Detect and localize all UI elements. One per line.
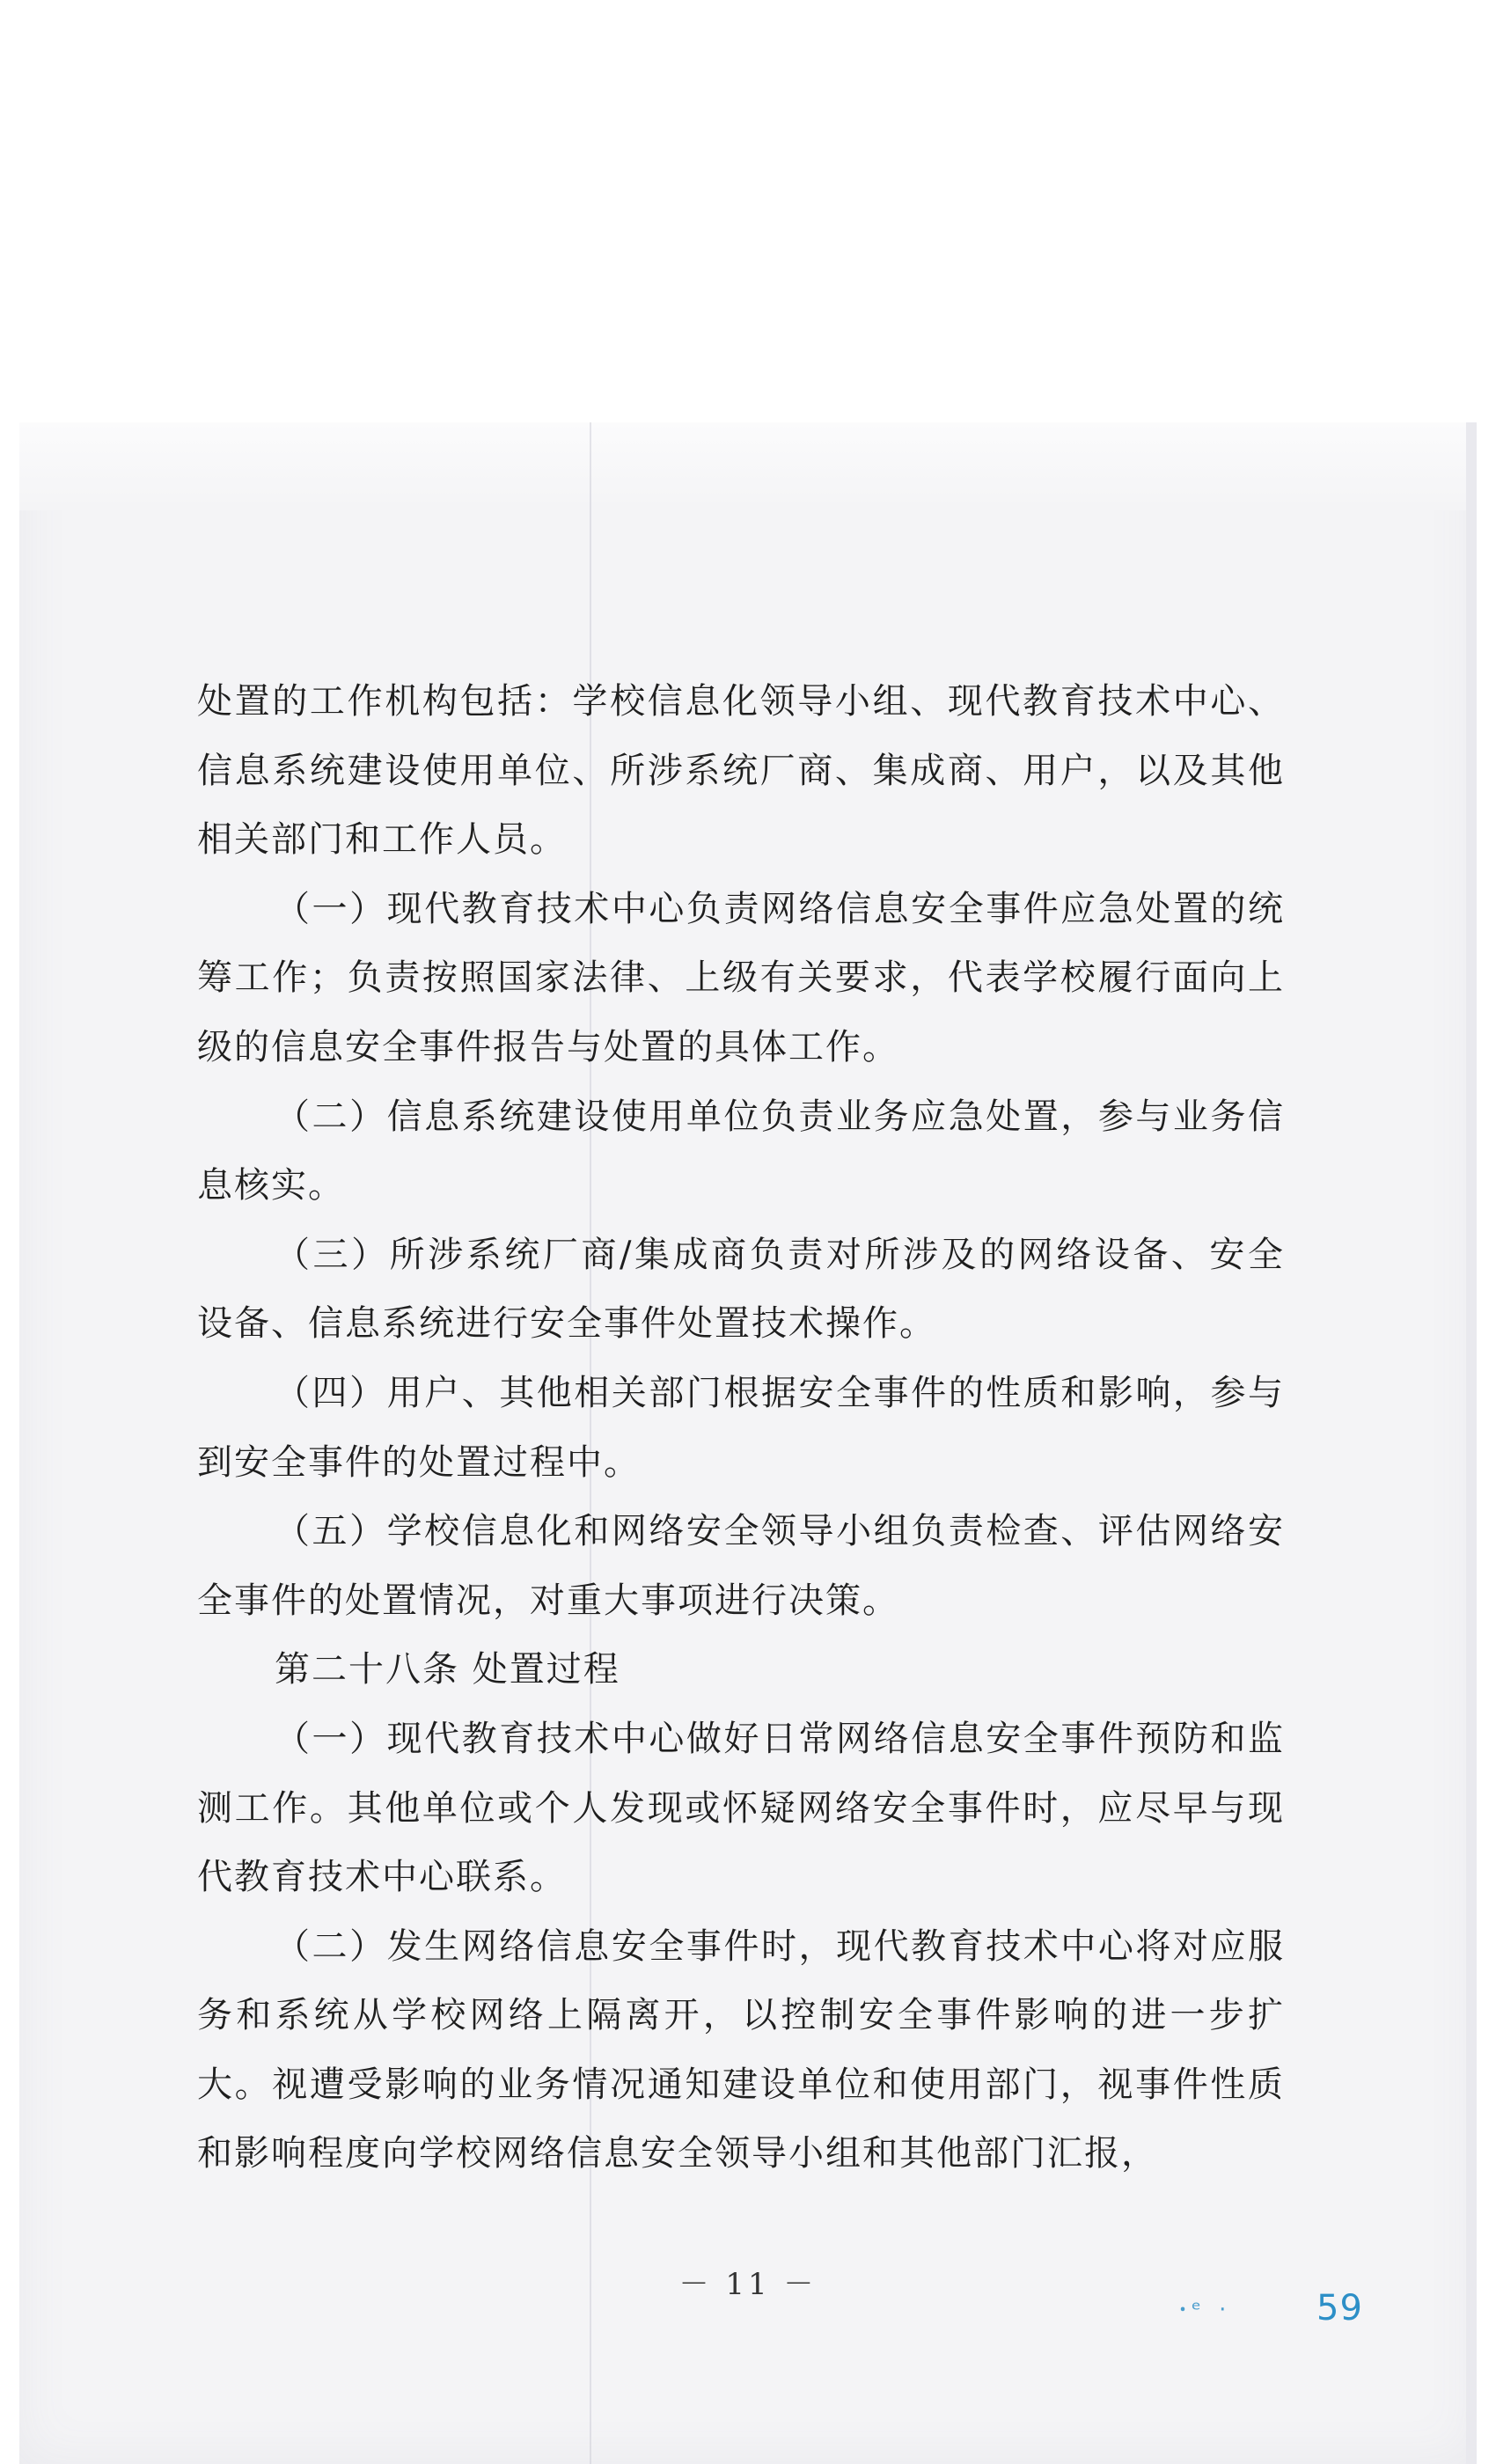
document-body — [197, 667, 1285, 2189]
paragraph-5: （五）学校信息化和网络安全领导小组负责检查、评估网络安全事件的处置情况，对重大事项进行决策。 — [197, 1511, 1285, 1621]
paragraph-1: （一）现代教育技术中心负责网络信息安全事件应急处置的统筹工作；负责按照国家法律、上级有关要求，代表学校履行面向上级的信息安全事件报告与处置的具体工作。 — [197, 888, 1285, 1067]
paragraph-2: （二）信息系统建设使用单位负责业务应急处置，参与业务信息核实。 — [197, 1096, 1285, 1206]
stamp-number: 59 — [1316, 2288, 1363, 2328]
article-heading: 第二十八条 处置过程 — [275, 1649, 620, 1690]
paragraph-4: （四）用户、其他相关部门根据安全事件的性质和影响，参与到安全事件的处置过程中。 — [197, 1372, 1285, 1483]
paragraph-7: （一）现代教育技术中心做好日常网络信息安全事件预防和监测工作。其他单位或个人发现或怀疑网络安全事件时，应尽早与现代教育技术中心联系。 — [197, 1718, 1285, 1898]
stamp-marks: ꞏᵉ · — [1179, 2297, 1232, 2323]
paragraph-3: （三）所涉系统厂商/集成商负责对所涉及的网络设备、安全设备、信息系统进行安全事件处置技术操作。 — [197, 1234, 1285, 1345]
page-number: － 11 － — [678, 2267, 818, 2302]
scan-right-edge — [1466, 422, 1477, 2464]
paragraph-8: （二）发生网络信息安全事件时，现代教育技术中心将对应服务和系统从学校网络上隔离开，以控制安全事件影响的进一步扩大。视遭受影响的业务情况通知建设单位和使用部门，视事件性质和影响程度向学校网络信息安全领导小组和其他部门汇报， — [197, 1925, 1285, 2174]
paragraph-0: 处置的工作机构包括：学校信息化领导小组、现代教育技术中心、信息系统建设使用单位、所涉系统厂商、集成商、用户，以及其他相关部门和工作人员。 — [197, 681, 1285, 861]
scan-top-edge — [19, 422, 1477, 510]
